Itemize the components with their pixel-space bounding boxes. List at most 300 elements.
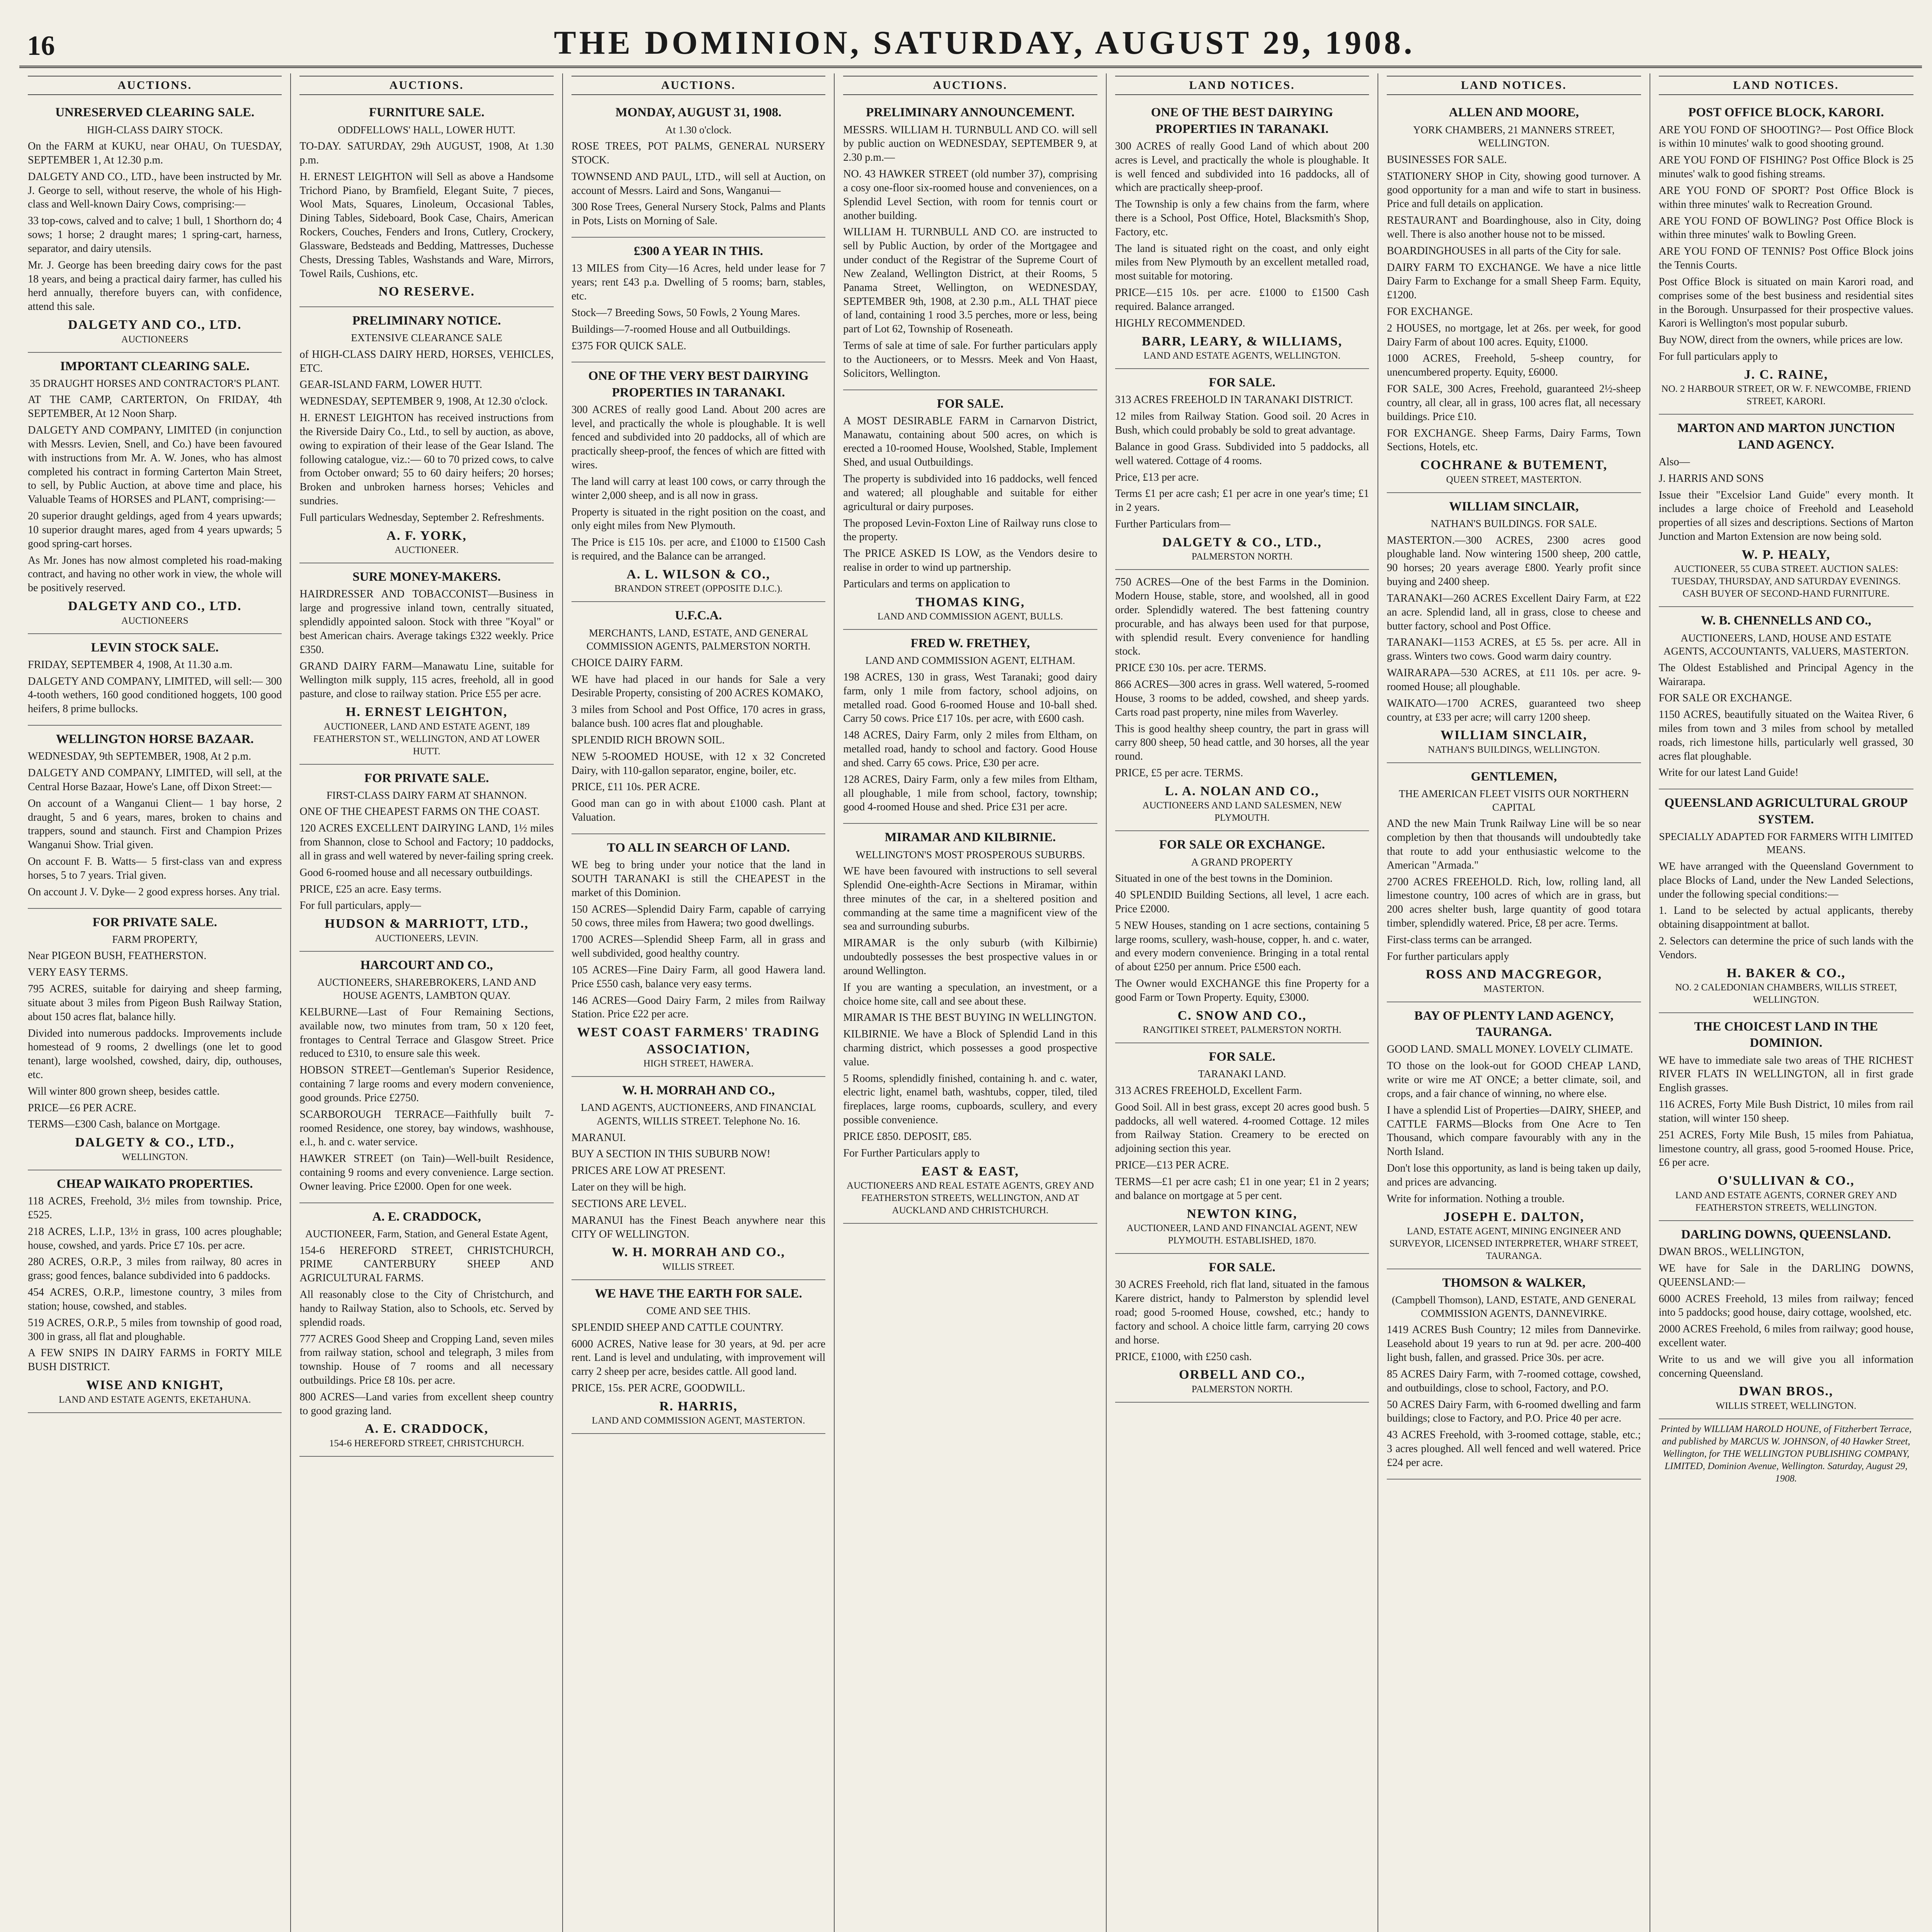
ad-subtitle: TARANAKI LAND. [1198,1068,1286,1080]
ad-signature-address: LAND AND ESTATE AGENTS, CORNER GREY AND FEATHERSTON STREETS, WELLINGTON. [1675,1190,1897,1213]
advertisement [1659,789,1913,1013]
ad-text-line: BOARDINGHOUSES in all parts of the City for sale. [1387,245,1621,257]
ad-text-line: 313 ACRES FREEHOLD IN TARANAKI DISTRICT. [1115,394,1353,406]
ad-text-line: 3 miles from School and Post Office, 170 acres in grass, balance bush. 100 acres flat and ploughable. [571,704,826,730]
ad-text-line: HOBSON STREET—Gentleman's Superior Residence, containing 7 large rooms and every modern convenience, good grounds. Price £2750. [299,1064,554,1104]
advertisement [1115,570,1369,831]
ad-text-line: I have a splendid List of Properties—DAIRY, SHEEP, and CATTLE FARMS—Blocks from One Acre to Ten Thousand, which compare favourably with any in the North Island. [1387,1104,1641,1158]
ad-text-line: 118 ACRES, Freehold, 3½ miles from township. Price, £525. [28,1195,282,1221]
ad-text-line: WEDNESDAY, SEPTEMBER 9, 1908, At 12.30 o'clock. [299,395,548,408]
ad-signature-address: NO. 2 HARBOUR STREET, OR W. F. NEWCOMBE, FRIEND STREET, KARORI. [1661,384,1911,407]
ad-title: A. E. CRADDOCK, [372,1209,481,1224]
ad-signature: O'SULLIVAN & CO., [1718,1173,1855,1188]
ad-text-line: 5 NEW Houses, standing on 1 acre sections, containing 5 large rooms, scullery, wash-house, copper, h. and c. water, and every modern convenience. Bringing in a total rental of about £250 per annum. Price £500 each. [1115,919,1369,973]
ad-text-line: FOR EXCHANGE. Sheep Farms, Dairy Farms, Town Sections, Hotels, etc. [1387,427,1641,453]
advertisement [299,952,553,1203]
advertisement [28,634,282,726]
ad-title: IMPORTANT CLEARING SALE. [60,359,250,373]
ad-text-line: 148 ACRES, Dairy Farm, only 2 miles from Eltham, on metalled road, handy to school and factory. Good House and shed. Carry 65 cows. Price, £30 per acre. [843,729,1097,769]
ad-title: SURE MONEY-MAKERS. [352,570,501,584]
ad-body [1115,139,1369,330]
advertisement [1659,99,1913,415]
ad-text-line: 866 ACRES—300 acres in grass. Well watered, 5-roomed House, 3 rooms to be added, cowshed, and sheep yards. Carts road past property, nine miles from Waverley. [1115,679,1369,718]
ad-body [1659,123,1913,364]
ad-signature: DALGETY AND CO., LTD. [68,599,242,613]
ad-text-line: The Oldest Established and Principal Agency in the Wairarapa. [1658,662,1913,688]
page-number: 16 [27,30,55,61]
ad-body [843,864,1097,1160]
advertisement [28,909,282,1170]
ad-signature-address: NO. 2 CALEDONIAN CHAMBERS, WILLIS STREET, WELLINGTON. [1675,982,1897,1005]
ad-text-line: Buy NOW, direct from the owners, while prices are low. [1658,334,1903,346]
ad-signature-address: BRANDON STREET (OPPOSITE D.I.C.). [614,583,783,594]
ad-signature-address: AUCTIONEERS [121,615,189,626]
advertisement [1659,1013,1913,1221]
ad-text-line: WEDNESDAY, 9th SEPTEMBER, 1908, At 2 p.m. [28,750,251,763]
ad-text-line: Mr. J. George has been breeding dairy cows for the past 18 years, and being a practical dairy farmer, has culled his herd annually, therefore buyers can, with confidence, attend this sale. [28,259,282,313]
ad-text-line: Property is situated in the right position on the coast, and only eight miles from New Plymouth. [571,506,826,532]
advertisement [843,390,1097,630]
advertisement [1115,1043,1369,1254]
ad-signature-address: LAND, ESTATE AGENT, MINING ENGINEER AND SURVEYOR, LICENSED INTERPRETER, WHARF STREET, TAURANGA. [1389,1226,1638,1262]
ad-text-line: 6000 ACRES Freehold, 13 miles from railway; fenced into 5 paddocks; good house, dairy cottage, woolshed, etc. [1658,1293,1913,1319]
ad-text-line: 795 ACRES, suitable for dairying and sheep farming, situate about 3 miles from Pigeon Bush Railway Station, about 150 acres flat, balance hilly. [28,983,282,1023]
ad-text-line: TOWNSEND AND PAUL, LTD., will sell at Auction, on account of Messrs. Laird and Sons, Wanganui— [571,170,826,197]
ad-text-line: SCARBOROUGH TERRACE—Faithfully built 7-roomed Residence, one storey, bay windows, washhouse, e.l., h. and c. water service. [299,1108,554,1148]
ad-body [299,139,553,281]
advertisement [571,238,825,362]
ad-body [1659,860,1913,962]
ad-subtitle: FARM PROPERTY, [112,933,198,945]
ad-text-line: 519 ACRES, O.R.P., 5 miles from township of good road, 300 in grass, all flat and ploughable. [28,1316,282,1343]
ad-text-line: For further particulars apply [1387,950,1509,963]
ad-text-line: A FEW SNIPS IN DAIRY FARMS in FORTY MILE BUSH DISTRICT. [28,1347,282,1373]
ad-text-line: SECTIONS ARE LEVEL. [571,1197,687,1210]
ad-text-line: NEW 5-ROOMED HOUSE, with 12 x 32 Concreted Dairy, with 110-gallon separator, engine, boiler, etc. [571,750,826,777]
ad-text-line: KILBIRNIE. We have a Block of Splendid Land in this charming district, which possesses a good prospective value. [843,1028,1097,1068]
ad-signature-address: WILLIS STREET, WELLINGTON. [1716,1400,1857,1411]
ad-text-line: On account F. B. Watts— 5 first-class van and express horses, 5 to 7 years. Trial given. [28,855,282,881]
ad-title: PRELIMINARY NOTICE. [352,313,501,328]
ad-title: FOR SALE. [1209,1050,1276,1064]
ad-text-line: PRICES ARE LOW AT PRESENT. [571,1165,726,1177]
ad-text-line: Near PIGEON BUSH, FEATHERSTON. [28,950,207,962]
ad-text-line: 85 ACRES Dairy Farm, with 7-roomed cottage, cowshed, and outbuildings, close to school, Factory, and P.O. [1387,1368,1641,1394]
ad-text-line: ROSE TREES, POT PALMS, GENERAL NURSERY STOCK. [571,140,826,166]
ad-text-line: The Owner would EXCHANGE this fine Property for a good Farm or Town Property. Equity, £3000. [1115,978,1369,1003]
ad-body [1115,872,1369,1004]
ad-signature: NEWTON KING, [1187,1206,1298,1221]
ad-text-line: The land will carry at least 100 cows, or carry through the winter 2,000 sheep, and is all now in grass. [571,475,826,502]
ad-title: FRED W. FRETHEY, [910,636,1030,651]
ad-text-line: 2000 ACRES Freehold, 6 miles from railway; good house, excellent water. [1658,1323,1913,1349]
ad-text-line: PRICE, £11 10s. PER ACRE. [571,781,700,793]
ad-text-line: Issue their "Excelsior Land Guide" every month. It includes a large choice of Freehold and Leasehold properties of all sizes and descriptions. Sections of Marton Junction and Marton Extension are now being sold. [1658,489,1913,543]
ad-title: U.F.C.A. [675,609,722,623]
ad-signature: J. C. RAINE, [1744,367,1828,382]
ad-title: PRELIMINARY ANNOUNCEMENT. [866,105,1075,120]
ad-title: MARTON AND MARTON JUNCTION LAND AGENCY. [1677,421,1895,452]
ad-subtitle: ODDFELLOWS' HALL, LOWER HUTT. [338,124,515,136]
ad-text-line: ARE YOU FOND OF SHOOTING?— Post Office Block is within 10 minutes' walk to good shooting ground. [1658,124,1913,150]
ad-text-line: For full particulars, apply— [299,900,421,912]
ad-subtitle: AUCTIONEERS, LAND, HOUSE AND ESTATE AGENTS, ACCOUNTANTS, VALUERS, MASTERTON. [1663,632,1909,657]
ad-body [28,1194,282,1374]
ad-body [299,587,553,701]
advertisement [1115,369,1369,570]
ad-subtitle: WELLINGTON'S MOST PROSPEROUS SUBURBS. [855,849,1085,861]
ad-subtitle: THE AMERICAN FLEET VISITS OUR NORTHERN CAPITAL [1399,788,1629,813]
ad-signature: H. BAKER & CO., [1726,966,1846,980]
ad-text-line: 300 ACRES of really Good Land of which about 200 acres is Level, and practically the whole is ploughable. It is well fenced and subdivided into 16 paddocks, all of which are practically sheep-proof. [1115,140,1369,194]
ad-text-line: H. ERNEST LEIGHTON will Sell as above a Handsome Trichord Piano, by Bramfield, Elegant Suite, 7 pieces, Wool Mats, Squares, Linoleum, Occasional Tables, Dining Tables, Sideboard, Book Case, Chairs, American Rockers, Couches, Fenders and Irons, Cutlery, Crockery, Glassware, Bedsteads and Bedding, Mattresses, Duchesse Chests, Dressing Tables, Washstands and Ware, Mirrors, Towel Rails, Cushions, etc. [299,170,554,280]
ad-text-line: TO those on the look-out for GOOD CHEAP LAND, write or wire me AT ONCE; a better climate, soil, and crops, and a fair chance of winning, no where else. [1387,1060,1641,1100]
advertisement [1387,1269,1641,1480]
ad-text-line: FOR SALE OR EXCHANGE. [1658,692,1792,704]
advertisement [571,602,825,834]
ad-body [1659,661,1913,780]
ad-text-line: 154-6 HEREFORD STREET, CHRISTCHURCH, PRIME CANTERBURY SHEEP AND AGRICULTURAL FARMS. [299,1244,554,1284]
advertisement [843,630,1097,824]
ad-subtitle: FIRST-CLASS DAIRY FARM AT SHANNON. [326,789,527,801]
ad-text-line: 128 ACRES, Dairy Farm, only a few miles from Eltham, all ploughable, 1 mile from school, factory, township; good 4-roomed House and shed. Price £31 per acre. [843,773,1097,813]
ad-text-line: Full particulars Wednesday, September 2. Refreshments. [299,511,544,524]
column-heading: AUCTIONS. [299,76,553,95]
column-5 [1107,73,1378,1932]
ad-text-line: PRICE, £25 an acre. Easy terms. [299,883,442,895]
ad-title: FOR PRIVATE SALE. [364,771,489,785]
ad-signature-address: AUCTIONEER. [395,545,459,556]
ad-title: LEVIN STOCK SALE. [91,640,219,655]
ad-body [28,949,282,1131]
ad-text-line: DALGETY AND COMPANY, LIMITED, will sell:— 300 4-tooth wethers, 160 good conditioned hoggets, 100 good heifers, 8 prime bullocks. [28,675,282,715]
ad-title: £300 A YEAR IN THIS. [634,244,763,259]
ad-subtitle: AUCTIONEERS, SHAREBROKERS, LAND AND HOUSE AGENTS, LAMBTON QUAY. [317,976,536,1002]
ad-text-line: ARE YOU FOND OF TENNIS? Post Office Block joins the Tennis Courts. [1658,245,1913,272]
ad-text-line: Price, £13 per acre. [1115,471,1199,483]
ad-subtitle: AUCTIONEER, Farm, Station, and General Estate Agent, [305,1228,548,1240]
ad-text-line: First-class terms can be arranged. [1387,934,1532,946]
advertisement [1387,763,1641,1002]
ad-text-line: GOOD LAND. SMALL MONEY. LOVELY CLIMATE. [1387,1043,1633,1056]
ad-text-line: WAIRARAPA—530 ACRES, at £11 10s. per acre. 9-roomed House; all ploughable. [1387,667,1641,693]
ad-text-line: If you are wanting a speculation, an investment, or a choice home site, call and see about these. [843,981,1097,1007]
advertisement [28,353,282,634]
ad-signature-address: NATHAN'S BUILDINGS, WELLINGTON. [1428,744,1600,755]
advertisement [571,834,825,1077]
ad-text-line: A MOST DESIRABLE FARM in Carnarvon District, Manawatu, containing about 500 acres, on which is erected a 10-roomed House, Woolshed, Stable, Implement Shed, and usual Outbuildings. [843,415,1097,469]
ad-body [1387,534,1641,724]
ad-signature: COCHRANE & BUTEMENT, [1420,458,1607,473]
advertisement [571,1077,825,1280]
ad-text-line: TARANAKI—1153 ACRES, at £5 5s. per acre. All in grass. Winters two cows. Good warm dairy country. [1387,636,1641,663]
ad-body [571,1321,825,1395]
ad-signature-address: HIGH STREET, HAWERA. [643,1058,754,1069]
ad-text-line: Write for information. Nothing a trouble. [1387,1192,1565,1205]
ad-text-line: 198 ACRES, 130 in grass, West Taranaki; good dairy farm, only 1 mile from factory, school adjoins, on metalled road. Good 6-roomed House and 10-ball shed. Carry 50 cows. Price £17 10s. per acre, with £600 cash. [843,671,1097,725]
ad-signature-address: MASTERTON. [1483,983,1544,994]
column-heading: LAND NOTICES. [1659,76,1913,95]
advertisement [571,1280,825,1434]
ad-text-line: VERY EASY TERMS. [28,966,128,979]
ad-text-line: 218 ACRES, L.I.P., 13½ in grass, 100 acres ploughable; house, cowshed, and yards. Price £7 10s. per acre. [28,1225,282,1252]
ad-text-line: Buildings—7-roomed House and all Outbuildings. [571,323,791,335]
ad-text-line: 2 HOUSES, no mortgage, let at 26s. per week, for good Dairy Farm of about 100 acres. Equity, £1000. [1387,322,1641,348]
ad-text-line: 146 ACRES—Good Dairy Farm, 2 miles from Railway Station. Price £22 per acre. [571,994,826,1020]
ad-text-line: 2700 ACRES FREEHOLD. Rich, low, rolling land, all limestone country, 100 acres of which are in grass, but 200 acres shelter bush, large quantity of good totara timber, splendidly watered. Price, £8 per acre. Terms. [1387,876,1641,929]
ad-body [843,414,1097,591]
advertisement [1659,1221,1913,1419]
ad-text-line: PRICE—£6 PER ACRE. [28,1102,136,1114]
ad-text-line: 43 ACRES Freehold, with 3-roomed cottage, stable, etc.; 3 acres ploughed. All well fenced and well watered. Price £24 per acre. [1387,1429,1641,1469]
ad-text-line: 5 Rooms, splendidly finished, containing h. and c. water, electric light, enamel bath, washtubs, copper, tiled, tiled fireplaces, large rooms, cupboards, scullery, and every possible convenience. [843,1072,1097,1126]
ad-signature-address: AUCTIONEER, 55 CUBA STREET. AUCTION SALES: TUESDAY, THURSDAY, AND SATURDAY EVENINGS. CASH BUYER OF SECOND-HAND FURNITURE. [1671,564,1901,599]
ad-body [1659,1245,1913,1380]
ad-signature: EAST & EAST, [921,1164,1019,1179]
ad-title: MONDAY, AUGUST 31, 1908. [615,105,782,120]
ad-signature: A. L. WILSON & CO., [626,567,770,582]
ad-text-line: Write to us and we will give you all information concerning Queensland. [1658,1353,1913,1379]
ad-text-line: 1150 ACRES, beautifully situated on the Waitea River, 6 miles from town and 3 miles from school by metalled roads, rich limestone hills, particularly well grassed, 30 acres flat ploughable. [1658,709,1913,762]
ad-text-line: WE have arranged with the Queensland Government to place Blocks of Land, under the New Landed Selections, under the following special conditions:— [1658,860,1913,900]
ad-title: FOR PRIVATE SALE. [92,915,217,929]
ad-signature-address: 154-6 HEREFORD STREET, CHRISTCHURCH. [329,1438,524,1449]
ad-body [571,858,825,1021]
ad-text-line: The land is situated right on the coast, and only eight miles from New Plymouth by an excellent metalled road, most suitable for motoring. [1115,242,1369,282]
ad-subtitle: EXTENSIVE CLEARANCE SALE [351,332,502,344]
ad-title: FURNITURE SALE. [369,105,485,120]
ad-text-line: Good 6-roomed house and all necessary outbuildings. [299,866,533,879]
ad-text-line: 750 ACRES—One of the best Farms in the Dominion. Modern House, stable, store, and woolshed, all in good order. Splendidly watered. The best fattening country procurable, and has always been used for that purpose, with splendid result. Every convenience for handling stock. [1115,576,1369,658]
ad-text-line: 1. Land to be selected by actual applicants, thereby obtaining disappointment at ballot. [1658,905,1913,931]
ad-signature: WEST COAST FARMERS' TRADING ASSOCIATION, [577,1025,820,1056]
ad-text-line: MIRAMAR is the only suburb (with Kilbirnie) undoubtedly possesses the best prospective values in or around Wellington. [843,937,1097,977]
ad-body [1659,455,1913,544]
ad-text-line: HAIRDRESSER AND TOBACCONIST—Business in large and progressive inland town, centrally situated, splendidly appointed saloon. Stock with three "Koyal" or best American chairs. Average takings £322 weekly. Price £350. [299,588,554,656]
ad-text-line: ARE YOU FOND OF FISHING? Post Office Block is 25 minutes' walk to good fishing streams. [1658,154,1913,180]
advertisement [299,307,553,563]
ad-text-line: On the FARM at KUKU, near OHAU, On TUESDAY, SEPTEMBER 1, At 12.30 p.m. [28,140,282,166]
ad-title: FOR SALE. [1209,376,1276,390]
ad-signature: WILLIAM SINCLAIR, [1440,728,1587,743]
ad-text-line: WILLIAM H. TURNBULL AND CO. are instructed to sell by Public Auction, by order of the Mortgagee and under conduct of the Registrar of the Supreme Court of New Zealand, Wellington District, at their Rooms, 5 Panama Street, Wellington, on WEDNESDAY, SEPTEMBER 9th, 1908, at 2.30 p.m., ALL THAT piece of land, containing 1 rood 3.5 perches, more or less, being part of Lot 62, Township of Roseneath. [843,226,1097,335]
ad-text-line: TO-DAY. SATURDAY, 29th AUGUST, 1908, At 1.30 p.m. [299,140,554,166]
ad-text-line: TERMS—£300 Cash, balance on Mortgage. [28,1118,220,1131]
ad-text-line: 105 ACRES—Fine Dairy Farm, all good Hawera land. Price £550 cash, balance very easy terms. [571,964,826,990]
ad-text-line: DALGETY AND COMPANY, LIMITED, will sell, at the Central Horse Bazaar, Howe's Lane, off Dixon Street:— [28,767,282,793]
ad-signature: C. SNOW AND CO., [1177,1008,1307,1023]
column-heading: LAND NOTICES. [1387,76,1641,95]
ad-signature-address: LAND AND ESTATE AGENTS, EKETAHUNA. [59,1394,251,1405]
ad-text-line: 2. Selectors can determine the price of such lands with the Vendors. [1658,935,1913,961]
column-7 [1650,73,1922,1932]
ad-title: GENTLEMEN, [1471,769,1557,784]
ad-text-line: J. HARRIS AND SONS [1658,472,1764,485]
ad-text-line: Later on they will be high. [571,1181,686,1194]
ad-text-line: 150 ACRES—Splendid Dairy Farm, capable of carrying 50 cows, three miles from Hawera; two good dwellings. [571,903,826,929]
ad-text-line: CHOICE DAIRY FARM. [571,656,683,669]
ad-body [1115,1084,1369,1203]
ad-text-line: H. ERNEST LEIGHTON has received instructions from the Riverside Dairy Co., Ltd., to sell by auction, as above, owing to expiration of their lease of the Gear Island. The following catalogue, viz.:— 60 to 70 prized cows, to calve from October onward; 55 to 60 dairy heifers; 20 horses; Broken and unbroken harness horses; Vehicles and sundries. [299,412,554,507]
ad-text-line: Don't lose this opportunity, as land is being taken up daily, and prices are advancing. [1387,1162,1641,1188]
ad-text-line: Write for our latest Land Guide! [1658,767,1799,779]
ad-signature-address: LAND AND COMMISSION AGENT, BULLS. [877,611,1063,622]
ad-text-line: BUSINESSES FOR SALE. [1387,153,1507,166]
ad-text-line: HAWKER STREET (on Tain)—Well-built Residence, containing 9 rooms and every convenience. Large section. Owner leaving. Price £2000. Open for one week. [299,1153,554,1192]
ad-title: BAY OF PLENTY LAND AGENCY, TAURANGA. [1414,1009,1614,1039]
column-heading: AUCTIONS. [843,76,1097,95]
ad-subtitle: SPECIALLY ADAPTED FOR FARMERS WITH LIMITED MEANS. [1659,830,1913,856]
ad-signature-address: PALMERSTON NORTH. [1191,1384,1293,1395]
ad-text-line: STATIONERY SHOP in City, showing good turnover. A good opportunity for a man and wife to start in business. Price and full details on application. [1387,170,1641,210]
column-4 [835,73,1106,1932]
ad-text-line: Post Office Block is situated on main Karori road, and comprises some of the best business and residential sites in the Borough. Unsurpassed for their prospective values. Karori is Wellington's most popular suburb. [1658,276,1913,330]
ad-text-line: 33 top-cows, calved and to calve; 1 bull, 1 Shorthorn do; 4 sows; 1 horse; 2 draught mares; 1 spring-cart, harness, separator, and dairy utensils. [28,215,282,255]
ad-signature: A. E. CRADDOCK, [365,1422,489,1436]
ad-text-line: MASTERTON.—300 ACRES, 2300 acres good ploughable land. Now wintering 1500 sheep, 200 cattle, 90 horses; 20 years average £800. Yearly profit since buying and 2400 sheep. [1387,534,1641,588]
ad-text-line: 1000 ACRES, Freehold, 5-sheep country, for unencumbered property. Equity, £6000. [1387,352,1641,379]
advertisement [299,99,553,307]
ad-text-line: 313 ACRES FREEHOLD, Excellent Farm. [1115,1084,1302,1097]
ad-text-line: ARE YOU FOND OF SPORT? Post Office Block is within three minutes' walk to Recreation Ground. [1658,184,1913,211]
ad-title: W. H. MORRAH AND CO., [622,1083,775,1098]
ad-text-line: AT THE CAMP, CARTERTON, On FRIDAY, 4th SEPTEMBER, At 12 Noon Sharp. [28,394,282,420]
ad-signature: ROSS AND MACGREGOR, [1425,967,1602,982]
ad-body [1115,1278,1369,1364]
ad-body [299,1244,553,1418]
ad-title: MIRAMAR AND KILBIRNIE. [884,830,1056,845]
ad-text-line: 13 MILES from City—16 Acres, held under lease for 7 years; rent £43 p.a. Dwelling of 5 rooms; barn, stables, etc. [571,262,826,303]
ad-text-line: 50 ACRES Dairy Farm, with 6-roomed dwelling and farm buildings; close to Factory, and P.O. Price 40 per acre. [1387,1398,1641,1425]
ad-body [1659,1054,1913,1170]
ad-text-line: Balance in good Grass. Subdivided into 5 paddocks, all well watered. Cottage of 4 rooms. [1115,440,1369,467]
ad-body [1115,393,1369,531]
ad-signature: W. H. MORRAH AND CO., [612,1245,785,1260]
ad-text-line: WE have for Sale in the DARLING DOWNS, QUEENSLAND:— [1658,1262,1913,1288]
ad-text-line: Also— [1658,456,1690,468]
advertisement [28,726,282,909]
ad-text-line: ARE YOU FOND OF BOWLING? Post Office Block is within three minutes' walk to Bowling Green. [1658,215,1913,241]
ad-subtitle: At 1.30 o'clock. [665,124,732,136]
ad-text-line: Will winter 800 grown sheep, besides cattle. [28,1085,220,1097]
ad-text-line: For Further Particulars apply to [843,1147,980,1159]
ad-text-line: PRICE £850. DEPOSIT, £85. [843,1130,972,1143]
ad-title: TO ALL IN SEARCH OF LAND. [607,840,790,855]
printer-imprint: Printed by WILLIAM HAROLD HOUNE, of Fitzherbert Terrace, and published by MARCUS W. JOHNSON, of 40 Hawker Street, Wellington, for THE WELLINGTON PUBLISHING COMPANY, LIMITED, Dominion Avenue, Wellington. Saturday, August 29, 1908. [1660,1423,1912,1484]
ad-text-line: NO. 43 HAWKER STREET (old number 37), comprising a cosy one-floor six-roomed house and conveniences, on a Splendid Level Section, with room for tennis court or another building. [843,168,1097,222]
column-6 [1378,73,1650,1932]
ad-subtitle: 35 DRAUGHT HORSES AND CONTRACTOR'S PLANT. [30,377,280,389]
ad-signature-address: AUCTIONEERS, LEVIN. [375,933,478,944]
advertisement [1387,493,1641,763]
ad-body [28,750,282,899]
ad-text-line: 1419 ACRES Bush Country; 12 miles from Dannevirke. Leasehold about 19 years to run at 9d. per acre. 200-400 light bush, fallen, and grassed. Price 30s. per acre. [1387,1324,1641,1364]
ad-signature: THOMAS KING, [915,595,1025,609]
advertisement [1659,415,1913,607]
ad-text-line: TARANAKI—260 ACRES Excellent Dairy Farm, at £22 an acre. Splendid land, all in grass, close to cheese and butter factory, school and Post Office. [1387,592,1641,632]
ad-body [571,403,825,563]
ad-text-line: RESTAURANT and Boardinghouse, also in City, doing well. There is also another house not to be missed. [1387,214,1641,240]
ad-title: FOR SALE OR EXCHANGE. [1159,838,1325,852]
ad-signature-address: LAND AND COMMISSION AGENT, MASTERTON. [592,1415,805,1426]
ad-title: DARLING DOWNS, QUEENSLAND. [1681,1227,1891,1242]
advertisement [299,563,553,764]
ad-text-line: For full particulars apply to [1658,350,1778,363]
ad-signature: DALGETY AND CO., LTD. [68,318,242,332]
ad-text-line: SPLENDID RICH BROWN SOIL. [571,734,725,746]
ad-signature-address: AUCTIONEERS AND REAL ESTATE AGENTS, GREY AND FEATHERSTON STREETS, WELLINGTON, AND AT AUCKLAND AND CHRISTCHURCH. [847,1180,1094,1216]
advertisement [1387,99,1641,493]
ad-subtitle: (Campbell Thomson), LAND, ESTATE, AND GENERAL COMMISSION AGENTS, DANNEVIRKE. [1391,1294,1636,1319]
ad-title: UNRESERVED CLEARING SALE. [55,105,255,120]
ad-text-line: PRICE—£15 10s. per acre. £1000 to £1500 Cash required. Balance arranged. [1115,287,1369,313]
ad-text-line: The property is subdivided into 16 paddocks, well fenced and watered; all ploughable and suitable for either agricultural or dairy purposes. [843,473,1097,513]
ad-text-line: £375 FOR QUICK SALE. [571,340,686,352]
ad-text-line: DAIRY FARM TO EXCHANGE. We have a nice little Dairy Farm to Exchange for a small Sheep Farm. Equity, £1200. [1387,261,1641,301]
advertisement [1387,1002,1641,1269]
ad-text-line: 800 ACRES—Land varies from excellent sheep country to good grazing land. [299,1391,554,1417]
ad-text-line: WE beg to bring under your notice that the land in SOUTH TARANAKI is still the CHEAPEST in the market of this Dominion. [571,859,826,899]
ad-body [299,805,553,913]
ad-subtitle: A GRAND PROPERTY [1191,856,1293,868]
ad-text-line: PRICE, £5 per acre. TERMS. [1115,767,1243,779]
ad-signature: A. F. YORK, [386,528,467,543]
ad-text-line: Situated in one of the best towns in the Dominion. [1115,872,1333,885]
ad-signature-address: AUCTIONEERS [121,334,189,345]
ad-signature: DWAN BROS., [1739,1384,1833,1399]
ad-signature: L. A. NOLAN AND CO., [1165,784,1319,798]
ad-signature: BARR, LEARY, & WILLIAMS, [1141,334,1342,349]
ad-body [843,123,1097,381]
ad-body [843,670,1097,814]
ad-title: ALLEN AND MOORE, [1449,105,1579,120]
ad-body [28,139,282,314]
ad-signature-address: QUEEN STREET, MASTERTON. [1446,474,1582,485]
ad-text-line: 777 ACRES Good Sheep and Cropping Land, seven miles from railway station, school and telegraph, 3 miles from township. House of 7 rooms and all necessary outbuildings. Price £8 10s. per acre. [299,1333,554,1386]
column-3 [563,73,835,1932]
ad-title: POST OFFICE BLOCK, KARORI. [1688,105,1884,120]
ad-title: WILLIAM SINCLAIR, [1449,499,1579,514]
ad-text-line: PRICE, 15s. PER ACRE, GOODWILL. [571,1382,745,1394]
column-1 [19,73,291,1932]
ad-text-line: of HIGH-CLASS DAIRY HERD, HORSES, VEHICLES, ETC. [299,348,554,374]
ad-body [571,1131,825,1242]
ad-body [571,139,825,228]
ad-title: ONE OF THE VERY BEST DAIRYING PROPERTIES IN TARANAKI. [588,369,809,400]
columns-container [19,73,1922,1932]
ad-body [571,262,825,353]
ad-subtitle: NATHAN'S BUILDINGS. FOR SALE. [1430,518,1597,530]
ad-signature-address: WILLIS STREET. [662,1261,735,1272]
ad-title: THE CHOICEST LAND IN THE DOMINION. [1694,1020,1878,1050]
advertisement [299,765,553,952]
ad-text-line: MESSRS. WILLIAM H. TURNBULL AND CO. will sell by public auction on WEDNESDAY, SEPTEMBER 9, at 2.30 p.m.— [843,124,1097,164]
ad-text-line: MARANUI has the Finest Beach anywhere near this CITY OF WELLINGTON. [571,1214,826,1240]
advertisement [571,99,825,238]
ad-signature-address: LAND AND ESTATE AGENTS, WELLINGTON. [1143,350,1341,361]
ad-text-line: The proposed Levin-Foxton Line of Railway runs close to the property. [843,517,1097,543]
column-heading: LAND NOTICES. [1115,76,1369,95]
advertisement [28,1170,282,1413]
ad-body [1387,153,1641,454]
ad-text-line: On account of a Wanganui Client— 1 bay horse, 2 draught, 5 and 6 years, mares, broken to chains and trappers, sound and staunch. First and Champion Prizes Wanganui Show. Trial given. [28,797,282,851]
ad-text-line: Divided into numerous paddocks. Improvements include homestead of 9 rooms, 2 dwellings (one let to good tenant), large woolshed, cowshed, dairy, dip, outhouses, etc. [28,1027,282,1081]
ad-text-line: The Price is £15 10s. per acre, and £1000 to £1500 Cash is required, and the Balance can be arranged. [571,536,826,563]
ad-text-line: TERMS—£1 per acre cash; £1 in one year; £1 in 2 years; and balance on mortgage at 5 per cent. [1115,1175,1369,1202]
ad-text-line: 280 ACRES, O.R.P., 3 miles from railway, 80 acres in grass; good fences, balance subdivided into 6 paddocks. [28,1256,282,1282]
ad-text-line: PRICE—£13 PER ACRE. [1115,1159,1229,1172]
ad-signature: DALGETY & CO., LTD., [1162,535,1322,549]
